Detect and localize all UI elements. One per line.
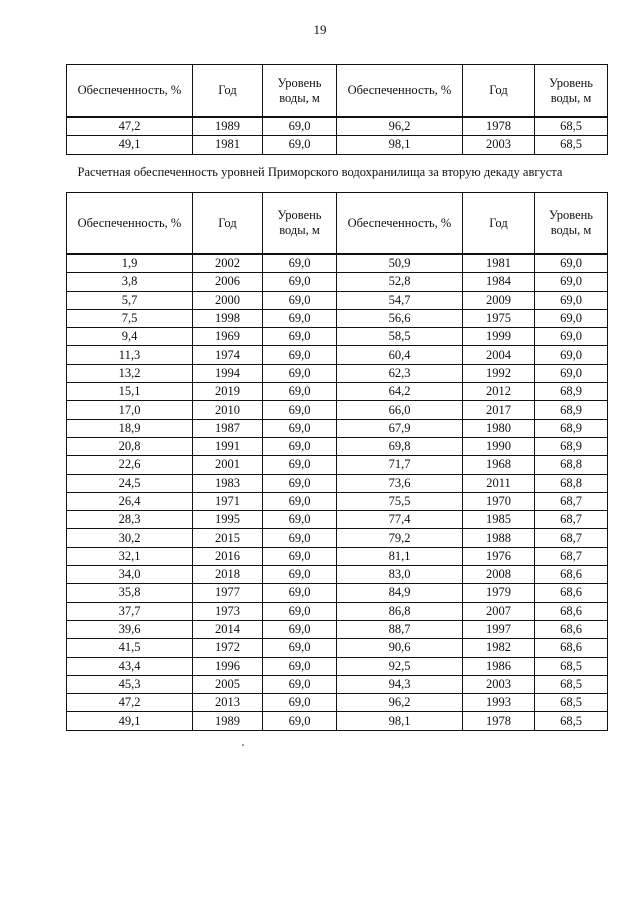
table-row bbox=[67, 254, 608, 273]
table-cell: 1990 bbox=[463, 437, 535, 455]
table-cell: 68,7 bbox=[535, 492, 608, 510]
table-cell: 92,5 bbox=[337, 657, 463, 675]
header-water-level: Уровень воды, м bbox=[263, 193, 337, 255]
table-header-row bbox=[67, 65, 608, 118]
table-cell: 1998 bbox=[193, 309, 263, 327]
table-row bbox=[67, 401, 608, 419]
table-cell: 69,8 bbox=[337, 437, 463, 455]
header-year: Год bbox=[193, 65, 263, 118]
table-cell: 49,1 bbox=[67, 712, 193, 730]
table-row bbox=[67, 566, 608, 584]
table-row bbox=[67, 511, 608, 529]
table-cell: 90,6 bbox=[337, 639, 463, 657]
table-cell: 1,9 bbox=[67, 254, 193, 273]
table-row bbox=[67, 346, 608, 364]
table-caption: Расчетная обеспеченность уровней Приморского водохранилища за вторую декаду августа bbox=[77, 165, 563, 179]
table-cell: 3,8 bbox=[67, 273, 193, 291]
header-provision: Обеспеченность, % bbox=[67, 65, 193, 118]
table-cell: 69,0 bbox=[263, 383, 337, 401]
header-water-level: Уровень воды, м bbox=[535, 193, 608, 255]
table-cell: 2014 bbox=[193, 620, 263, 638]
table-cell: 50,9 bbox=[337, 254, 463, 273]
table-cell: 56,6 bbox=[337, 309, 463, 327]
table-cell: 1973 bbox=[193, 602, 263, 620]
table-row bbox=[67, 529, 608, 547]
table-cell: 54,7 bbox=[337, 291, 463, 309]
table-cell: 1987 bbox=[193, 419, 263, 437]
table-row bbox=[67, 675, 608, 693]
table-cell: 1986 bbox=[463, 657, 535, 675]
table-row bbox=[67, 712, 608, 730]
header-year: Год bbox=[463, 65, 535, 118]
table-cell: 71,7 bbox=[337, 456, 463, 474]
table-row bbox=[67, 364, 608, 382]
table-cell: 69,0 bbox=[535, 346, 608, 364]
table-top bbox=[66, 64, 608, 155]
table-cell: 11,3 bbox=[67, 346, 193, 364]
table-cell: 1969 bbox=[193, 328, 263, 346]
table-row bbox=[67, 657, 608, 675]
table-cell: 69,0 bbox=[263, 291, 337, 309]
table-row bbox=[67, 456, 608, 474]
table-row bbox=[67, 291, 608, 309]
table-cell: 1989 bbox=[193, 117, 263, 136]
table-cell: 9,4 bbox=[67, 328, 193, 346]
table-header-row bbox=[67, 193, 608, 255]
header-year: Год bbox=[193, 193, 263, 255]
table-cell: 2001 bbox=[193, 456, 263, 474]
table-cell: 69,0 bbox=[535, 328, 608, 346]
table-cell: 69,0 bbox=[263, 346, 337, 364]
table-cell: 37,7 bbox=[67, 602, 193, 620]
table-row bbox=[67, 136, 608, 154]
table-cell: 69,0 bbox=[263, 492, 337, 510]
table-cell: 69,0 bbox=[263, 117, 337, 136]
table-row bbox=[67, 639, 608, 657]
table-cell: 58,5 bbox=[337, 328, 463, 346]
header-water-level: Уровень воды, м bbox=[263, 65, 337, 118]
table-row bbox=[67, 117, 608, 136]
table-cell: 1972 bbox=[193, 639, 263, 657]
table-cell: 1999 bbox=[463, 328, 535, 346]
table-cell: 69,0 bbox=[263, 328, 337, 346]
table-cell: 68,7 bbox=[535, 529, 608, 547]
table-cell: 1988 bbox=[463, 529, 535, 547]
table-cell: 1979 bbox=[463, 584, 535, 602]
table-cell: 68,9 bbox=[535, 383, 608, 401]
table-cell: 28,3 bbox=[67, 511, 193, 529]
table-cell: 68,9 bbox=[535, 401, 608, 419]
table-cell: 69,0 bbox=[263, 437, 337, 455]
table-cell: 47,2 bbox=[67, 117, 193, 136]
table-cell: 68,5 bbox=[535, 694, 608, 712]
table-cell: 88,7 bbox=[337, 620, 463, 638]
table-cell: 32,1 bbox=[67, 547, 193, 565]
table-cell: 2009 bbox=[463, 291, 535, 309]
table-cell: 2007 bbox=[463, 602, 535, 620]
table-row bbox=[67, 437, 608, 455]
table-row bbox=[67, 492, 608, 510]
table-cell: 30,2 bbox=[67, 529, 193, 547]
table-cell: 24,5 bbox=[67, 474, 193, 492]
table-cell: 1968 bbox=[463, 456, 535, 474]
table-cell: 26,4 bbox=[67, 492, 193, 510]
table-cell: 2008 bbox=[463, 566, 535, 584]
table-row bbox=[67, 309, 608, 327]
table-cell: 96,2 bbox=[337, 117, 463, 136]
scan-speck bbox=[242, 744, 244, 746]
table-cell: 69,0 bbox=[263, 547, 337, 565]
table-cell: 2003 bbox=[463, 136, 535, 154]
table-cell: 67,9 bbox=[337, 419, 463, 437]
table-cell: 2006 bbox=[193, 273, 263, 291]
table-cell: 98,1 bbox=[337, 712, 463, 730]
table-cell: 69,0 bbox=[263, 511, 337, 529]
table-cell: 1995 bbox=[193, 511, 263, 529]
table-cell: 1974 bbox=[193, 346, 263, 364]
header-year: Год bbox=[463, 193, 535, 255]
table-cell: 69,0 bbox=[263, 620, 337, 638]
table-cell: 17,0 bbox=[67, 401, 193, 419]
table-cell: 68,6 bbox=[535, 639, 608, 657]
table-cell: 68,8 bbox=[535, 456, 608, 474]
table-cell: 68,6 bbox=[535, 602, 608, 620]
table-cell: 15,1 bbox=[67, 383, 193, 401]
table-cell: 69,0 bbox=[263, 584, 337, 602]
table-cell: 2005 bbox=[193, 675, 263, 693]
table-cell: 2018 bbox=[193, 566, 263, 584]
table-cell: 1994 bbox=[193, 364, 263, 382]
table-cell: 2011 bbox=[463, 474, 535, 492]
table-row bbox=[67, 602, 608, 620]
page-number: 19 bbox=[313, 22, 327, 37]
table-cell: 35,8 bbox=[67, 584, 193, 602]
table-cell: 98,1 bbox=[337, 136, 463, 154]
table-cell: 2013 bbox=[193, 694, 263, 712]
table-cell: 62,3 bbox=[337, 364, 463, 382]
table-cell: 68,7 bbox=[535, 547, 608, 565]
table-cell: 1983 bbox=[193, 474, 263, 492]
table-cell: 69,0 bbox=[263, 136, 337, 154]
table-cell: 68,5 bbox=[535, 675, 608, 693]
table-cell: 1982 bbox=[463, 639, 535, 657]
table-cell: 1996 bbox=[193, 657, 263, 675]
table-cell: 2000 bbox=[193, 291, 263, 309]
table-row bbox=[67, 694, 608, 712]
table-cell: 68,6 bbox=[535, 620, 608, 638]
table-cell: 86,8 bbox=[337, 602, 463, 620]
table-cell: 69,0 bbox=[535, 364, 608, 382]
table-cell: 64,2 bbox=[337, 383, 463, 401]
table-cell: 68,6 bbox=[535, 566, 608, 584]
table-cell: 1985 bbox=[463, 511, 535, 529]
table-cell: 1978 bbox=[463, 712, 535, 730]
table-cell: 2019 bbox=[193, 383, 263, 401]
table-cell: 43,4 bbox=[67, 657, 193, 675]
table-cell: 79,2 bbox=[337, 529, 463, 547]
table-cell: 1997 bbox=[463, 620, 535, 638]
table-cell: 73,6 bbox=[337, 474, 463, 492]
table-cell: 69,0 bbox=[263, 602, 337, 620]
table-cell: 69,0 bbox=[263, 401, 337, 419]
table-cell: 69,0 bbox=[263, 419, 337, 437]
table-cell: 68,6 bbox=[535, 584, 608, 602]
table-cell: 60,4 bbox=[337, 346, 463, 364]
table-cell: 2004 bbox=[463, 346, 535, 364]
table-cell: 52,8 bbox=[337, 273, 463, 291]
table-cell: 69,0 bbox=[263, 273, 337, 291]
table-cell: 41,5 bbox=[67, 639, 193, 657]
table-cell: 18,9 bbox=[67, 419, 193, 437]
table-cell: 2012 bbox=[463, 383, 535, 401]
table-cell: 96,2 bbox=[337, 694, 463, 712]
table-row bbox=[67, 273, 608, 291]
table-cell: 75,5 bbox=[337, 492, 463, 510]
table-cell: 2010 bbox=[193, 401, 263, 419]
table-cell: 68,5 bbox=[535, 657, 608, 675]
table-cell: 69,0 bbox=[263, 309, 337, 327]
table-cell: 68,9 bbox=[535, 437, 608, 455]
table-cell: 1991 bbox=[193, 437, 263, 455]
table-cell: 2015 bbox=[193, 529, 263, 547]
table-cell: 13,2 bbox=[67, 364, 193, 382]
table-cell: 77,4 bbox=[337, 511, 463, 529]
table-row bbox=[67, 419, 608, 437]
table-cell: 69,0 bbox=[263, 529, 337, 547]
header-provision: Обеспеченность, % bbox=[67, 193, 193, 255]
table-cell: 5,7 bbox=[67, 291, 193, 309]
table-cell: 45,3 bbox=[67, 675, 193, 693]
table-cell: 69,0 bbox=[263, 657, 337, 675]
table-cell: 1992 bbox=[463, 364, 535, 382]
table-cell: 69,0 bbox=[263, 566, 337, 584]
table-cell: 1984 bbox=[463, 273, 535, 291]
table-cell: 1975 bbox=[463, 309, 535, 327]
table-row bbox=[67, 383, 608, 401]
table-cell: 2002 bbox=[193, 254, 263, 273]
table-cell: 1981 bbox=[193, 136, 263, 154]
table-cell: 69,0 bbox=[263, 364, 337, 382]
table-cell: 1980 bbox=[463, 419, 535, 437]
table-row bbox=[67, 584, 608, 602]
table-cell: 69,0 bbox=[263, 456, 337, 474]
table-cell: 69,0 bbox=[263, 712, 337, 730]
table-cell: 49,1 bbox=[67, 136, 193, 154]
table-cell: 2003 bbox=[463, 675, 535, 693]
table-cell: 94,3 bbox=[337, 675, 463, 693]
table-cell: 68,5 bbox=[535, 136, 608, 154]
table-cell: 83,0 bbox=[337, 566, 463, 584]
table-cell: 22,6 bbox=[67, 456, 193, 474]
table-cell: 69,0 bbox=[535, 254, 608, 273]
table-cell: 68,8 bbox=[535, 474, 608, 492]
table-cell: 1970 bbox=[463, 492, 535, 510]
table-cell: 81,1 bbox=[337, 547, 463, 565]
table-cell: 2016 bbox=[193, 547, 263, 565]
header-provision: Обеспеченность, % bbox=[337, 65, 463, 118]
table-cell: 68,5 bbox=[535, 117, 608, 136]
table-cell: 69,0 bbox=[263, 639, 337, 657]
table-cell: 1971 bbox=[193, 492, 263, 510]
header-water-level: Уровень воды, м bbox=[535, 65, 608, 118]
table-cell: 1989 bbox=[193, 712, 263, 730]
table-row bbox=[67, 328, 608, 346]
table-cell: 84,9 bbox=[337, 584, 463, 602]
table-cell: 20,8 bbox=[67, 437, 193, 455]
table-cell: 69,0 bbox=[535, 273, 608, 291]
table-row bbox=[67, 620, 608, 638]
table-cell: 1981 bbox=[463, 254, 535, 273]
table-cell: 69,0 bbox=[535, 291, 608, 309]
table-cell: 68,7 bbox=[535, 511, 608, 529]
table-cell: 69,0 bbox=[535, 309, 608, 327]
table-cell: 34,0 bbox=[67, 566, 193, 584]
table-cell: 69,0 bbox=[263, 694, 337, 712]
table-cell: 68,5 bbox=[535, 712, 608, 730]
table-cell: 69,0 bbox=[263, 254, 337, 273]
table-cell: 1977 bbox=[193, 584, 263, 602]
table-cell: 69,0 bbox=[263, 675, 337, 693]
table-row bbox=[67, 547, 608, 565]
table-cell: 68,9 bbox=[535, 419, 608, 437]
table-row bbox=[67, 474, 608, 492]
table-cell: 2017 bbox=[463, 401, 535, 419]
table-cell: 1978 bbox=[463, 117, 535, 136]
table-cell: 39,6 bbox=[67, 620, 193, 638]
table-main bbox=[66, 192, 608, 731]
table-cell: 47,2 bbox=[67, 694, 193, 712]
header-provision: Обеспеченность, % bbox=[337, 193, 463, 255]
table-cell: 66,0 bbox=[337, 401, 463, 419]
table-cell: 69,0 bbox=[263, 474, 337, 492]
table-cell: 1976 bbox=[463, 547, 535, 565]
table-cell: 1993 bbox=[463, 694, 535, 712]
table-cell: 7,5 bbox=[67, 309, 193, 327]
